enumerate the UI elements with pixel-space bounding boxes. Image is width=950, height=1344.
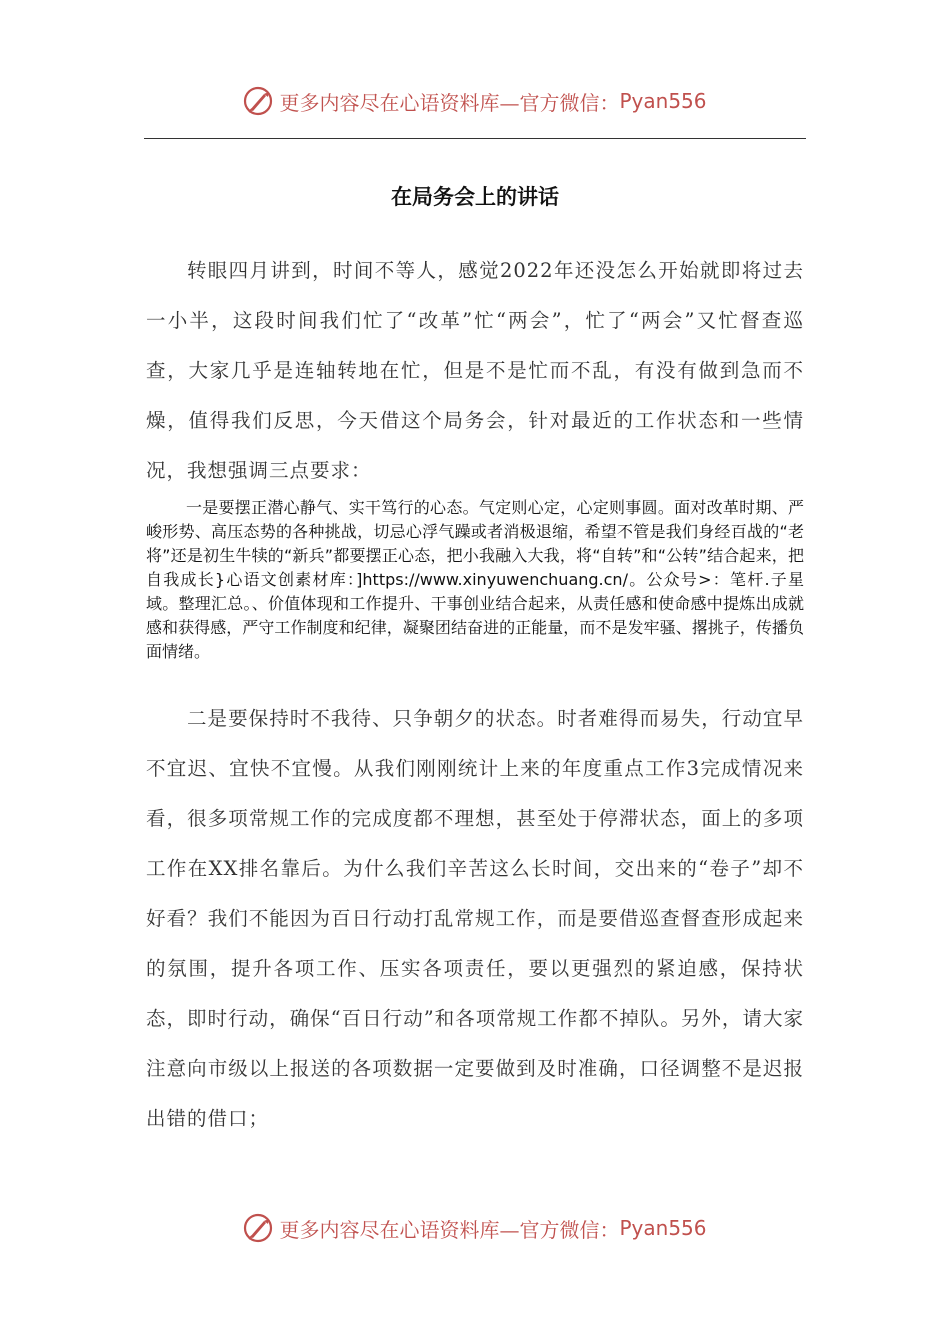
quill-pen-icon — [243, 1213, 273, 1243]
header-divider — [144, 138, 806, 139]
paragraph-intro: 转眼四月讲到，时间不等人，感觉2022年还没怎么开始就即将过去一小半，这段时间我们忙了“改革”忙“两会”，忙了“两会”又忙督查巡查，大家几乎是连轴转地在忙，但是不是忙而不乱，有没有做到急而不燥，值得我们反思，今天借这个局务会，针对最近的工作状态和一些情况，我想强调三点要求： — [146, 259, 804, 482]
footer-banner — [0, 1213, 950, 1243]
paragraph-point-one: 一是要摆正潜心静气、实干笃行的心态。气定则心定，心定则事圆。面对改革时期、严峻形势、高压态势的各种挑战，切忌心浮气躁或者消极退缩，希望不管是我们身经百战的“老将”还是初生牛犊的“新兵”都要摆正心态，把小我融入大我，将“自转”和“公转”结合起来，把自我成长}心语文创素材库：]https://www.xinyuwenchuang.cn/。公众号>：笔杆.子星域。整理汇总。、价值体现和工作提升、干事创业结合起来，从责任感和使命感中提炼出成就感和获得感，严守工作制度和纪律，凝聚团结奋进的正能量，而不是发牢骚、撂挑子，传播负面情绪。 — [146, 498, 804, 661]
document-title: 在局务会上的讲话 — [391, 185, 559, 209]
banner-text: 更多内容尽在心语资料库—官方微信： — [279, 1217, 620, 1242]
banner-text: 更多内容尽在心语资料库—官方微信： — [279, 90, 620, 115]
banner-wechat-id: Pyan556 — [619, 89, 707, 113]
quill-pen-icon — [243, 86, 273, 116]
paragraph-point-two: 二是要保持时不我待、只争朝夕的状态。时者难得而易失，行动宜早不宜迟、宜快不宜慢。从我们刚刚统计上来的年度重点工作3完成情况来看，很多项常规工作的完成度都不理想，甚至处于停滞状态，面上的多项工作在XX排名靠后。为什么我们辛苦这么长时间，交出来的“卷子”却不好看？我们不能因为百日行动打乱常规工作，而是要借巡查督查形成起来的氛围，提升各项工作、压实各项责任，要以更强烈的紧迫感，保持状态，即时行动，确保“百日行动”和各项常规工作都不掉队。另外，请大家注意向市级以上报送的各项数据一定要做到及时准确，口径调整不是迟报出错的借口； — [146, 707, 804, 1130]
header-banner — [0, 86, 950, 116]
banner-wechat-id: Pyan556 — [619, 1216, 707, 1240]
